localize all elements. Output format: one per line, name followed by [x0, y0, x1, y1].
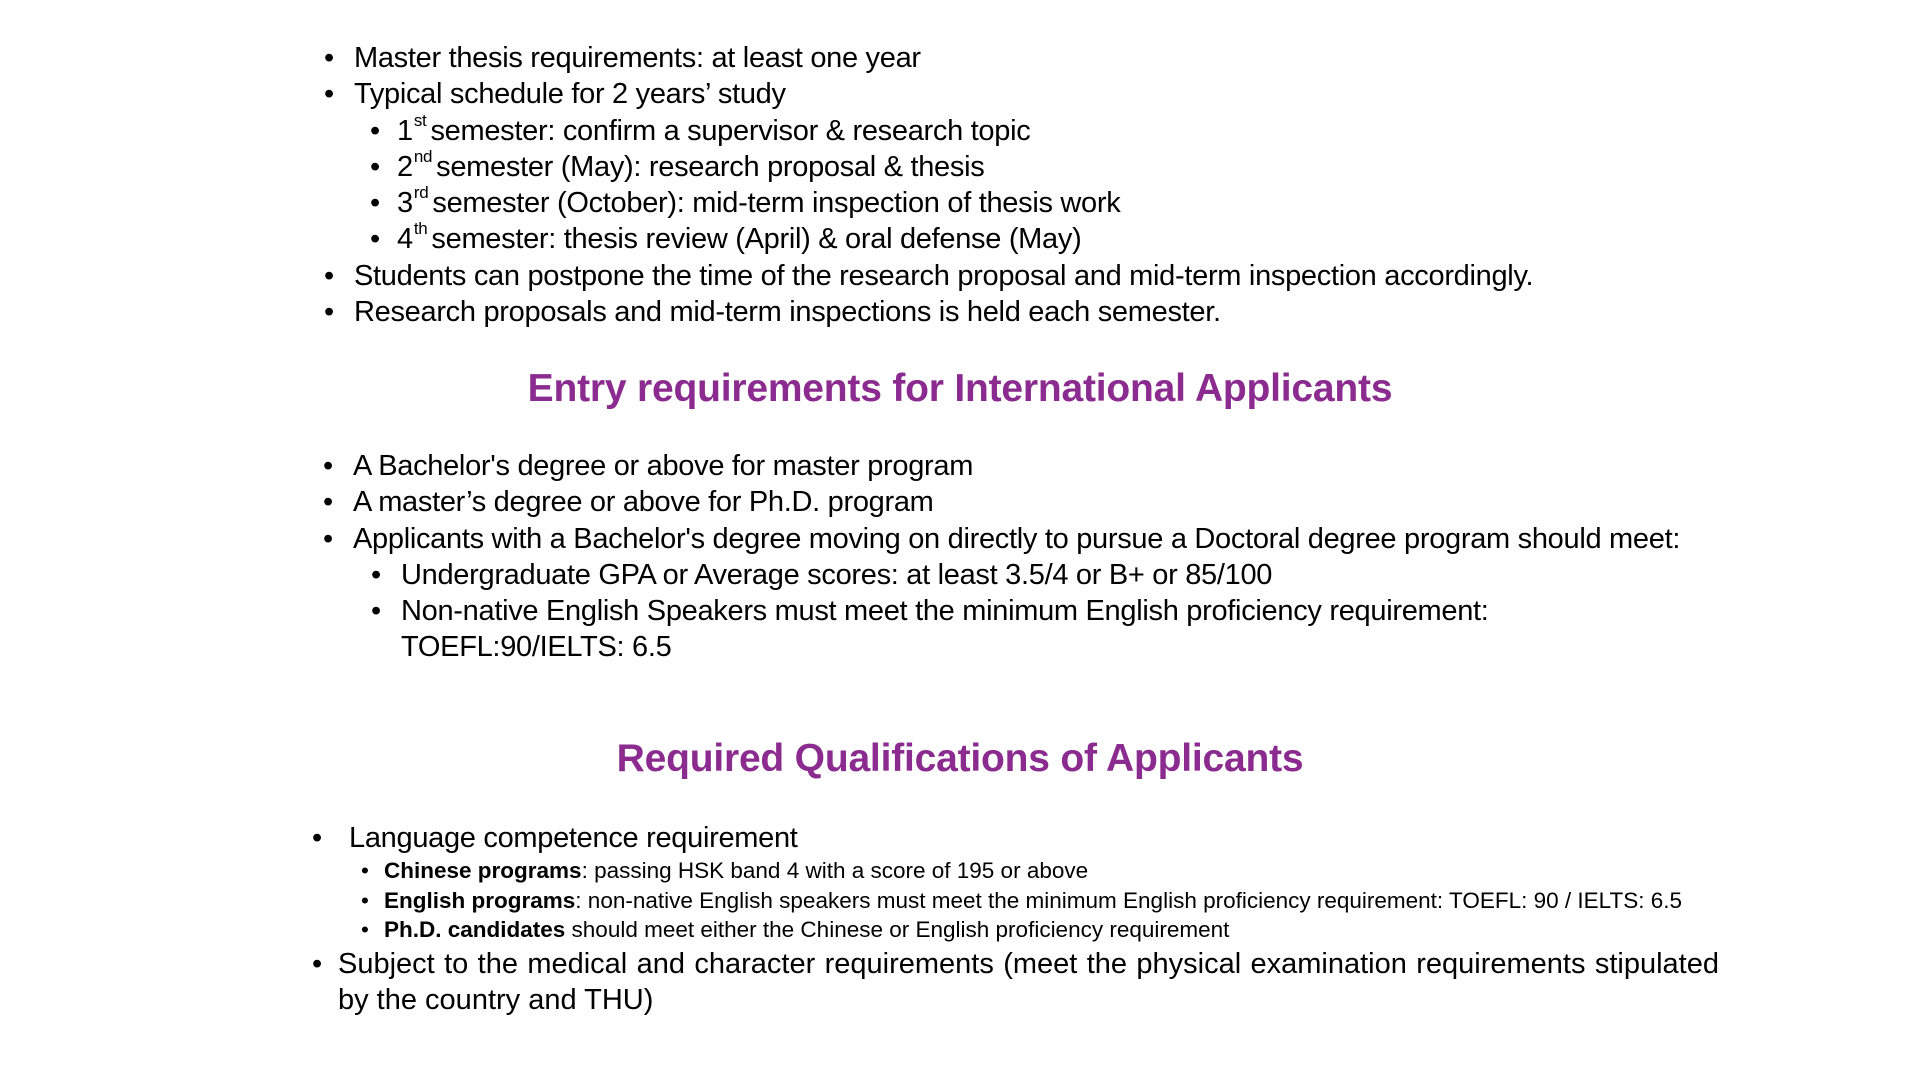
sub-list-item: [401, 557, 1713, 593]
list-item: [354, 294, 1754, 330]
list-item-text: A master’s degree or above for Ph.D. program: [353, 486, 934, 519]
entry-requirements-heading: Entry requirements for International Applicants: [527, 367, 1393, 410]
semester-text: semester: thesis review (April) & oral defense (May): [431, 223, 1082, 256]
semester-ordinal: rd: [413, 183, 429, 203]
semester-number: 4: [397, 223, 413, 256]
list-item: [353, 484, 1713, 520]
semester-item: [397, 146, 1754, 185]
semester-text: semester (October): mid-term inspection of thesis work: [432, 187, 1121, 220]
entry-requirements-list: [353, 448, 1713, 666]
semester-ordinal: th: [413, 219, 428, 239]
schedule-list: [354, 40, 1754, 330]
list-item: [338, 946, 1719, 1019]
list-item: [353, 521, 1713, 557]
semester-number: 3: [397, 187, 413, 220]
semester-item: [397, 221, 1754, 257]
sub-list-item-title: English programs: [384, 887, 576, 913]
sub-list-item-title: Chinese programs: [384, 858, 582, 883]
list-item-text: Students can postpone the time of the research proposal and mid-term inspection accordingly.: [354, 259, 1534, 292]
sub-list-item: [384, 856, 1719, 886]
list-item-text: Applicants with a Bachelor's degree moving on directly to pursue a Doctoral degree program should meet:: [353, 522, 1681, 555]
semester-number: 1: [397, 114, 413, 147]
list-item-text: Research proposals and mid-term inspections is held each semester.: [354, 296, 1221, 329]
list-item-text: Language competence requirement: [349, 822, 798, 854]
semester-text: semester: confirm a supervisor & research topic: [430, 114, 1031, 147]
sub-list-item-text: Undergraduate GPA or Average scores: at least 3.5/4 or B+ or 85/100: [401, 558, 1273, 591]
sub-list-item-text: : passing HSK band 4 with a score of 195 or above: [581, 858, 1089, 883]
list-item: [354, 258, 1754, 294]
list-item: [349, 820, 1719, 856]
sub-list-item-title: Ph.D. candidates: [384, 917, 566, 942]
list-item-text: Typical schedule for 2 years’ study: [354, 78, 786, 111]
sub-list-item-text: should meet either the Chinese or English proficiency requirement: [565, 917, 1230, 942]
sub-list-item: [401, 593, 1713, 666]
list-item-text: Master thesis requirements: at least one year: [354, 42, 921, 74]
list-item-text: Subject to the medical and character requirements (meet the physical examination requirements stipulated by the country and THU): [338, 947, 1719, 1016]
semester-ordinal: nd: [413, 146, 433, 166]
list-item: [354, 40, 1754, 76]
sub-list-item-text: Non-native English Speakers must meet the minimum English proficiency requirement: TOEFL:90/IELTS: 6.5: [401, 595, 1489, 664]
list-item-text: A Bachelor's degree or above for master program: [353, 450, 974, 482]
sub-list-item-text: : non-native English speakers must meet the minimum English proficiency requirement: TOEFL: 90 / IELTS: 6.5: [575, 887, 1683, 913]
sub-list-item: [384, 915, 1719, 945]
semester-text: semester (May): research proposal & thesis: [436, 150, 985, 183]
sub-list-item: [384, 886, 1719, 916]
list-item: [353, 448, 1713, 484]
semester-ordinal: st: [413, 110, 427, 130]
semester-item: [397, 110, 1754, 149]
semester-item: [397, 185, 1754, 221]
semester-number: 2: [397, 150, 413, 183]
list-item: [354, 76, 1754, 112]
qualifications-list: [338, 820, 1719, 1019]
qualifications-heading: Required Qualifications of Applicants: [616, 737, 1304, 780]
